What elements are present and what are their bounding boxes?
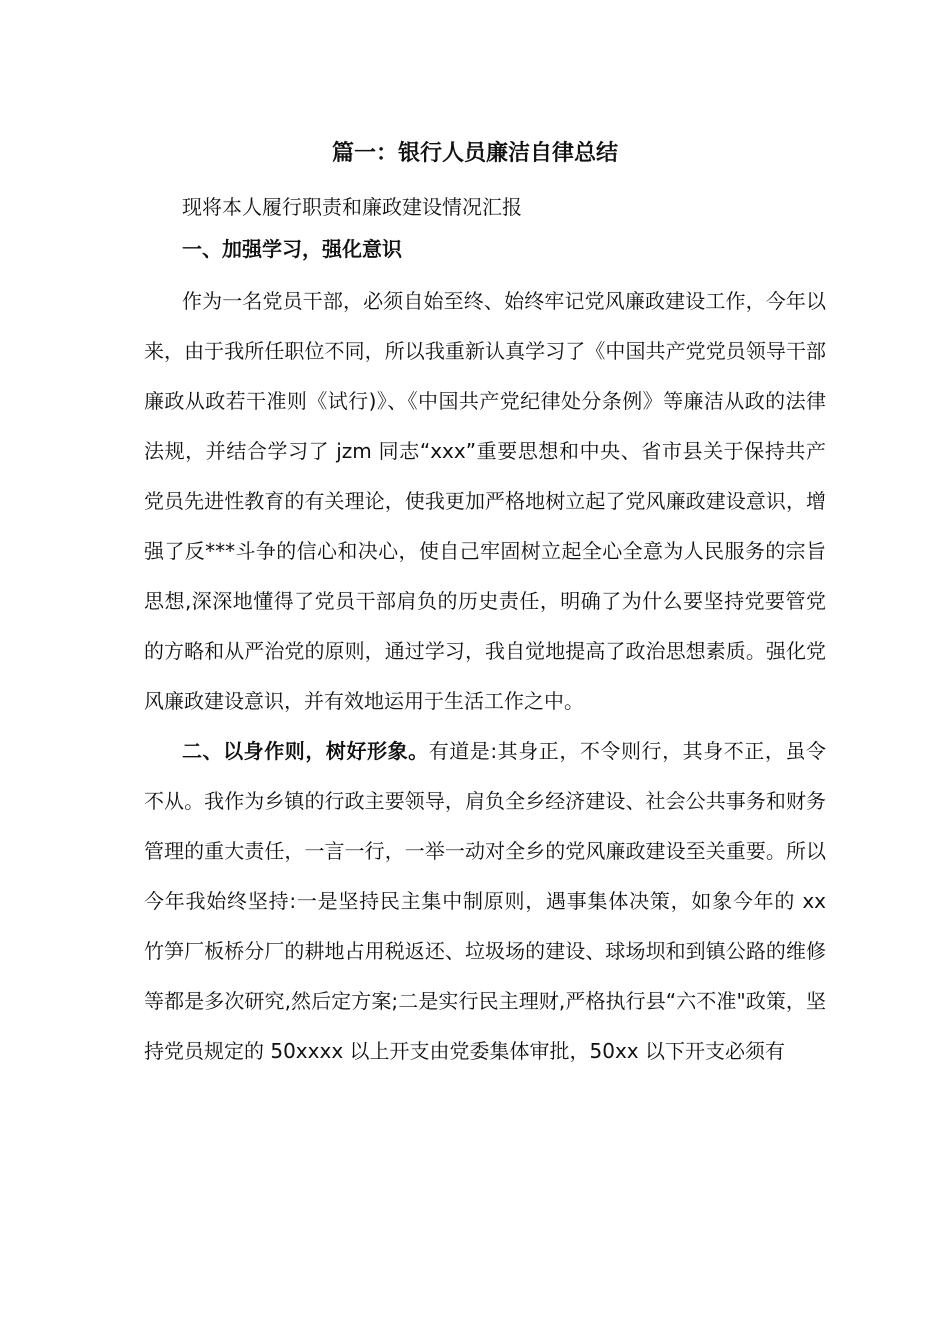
document-title: 篇一：银行人员廉洁自律总结	[331, 141, 618, 166]
document-body	[144, 190, 826, 1076]
section-2-body: 有道是:其身正，不令则行，其身不正，虽令不从。我作为乡镇的行政主要领导，肩负全乡经济建设、社会公共事务和财务管理的重大责任，一言一行，一举一动对全乡的党风廉政建设至关重要。所以今年我始终坚持:一是坚持民主集中制原则，遇事集体决策，如象今年的 xx 竹笋厂板桥分厂的耕地占用税返还、垃圾场的建设、球场坝和到镇公路的维修等都是多次研究,然后定方案;二是实行民主理财,严格执行县“六不准"政策，坚持党员规定的 50xxxx 以上开支由党委集体审批，50xx 以下开支必须有	[144, 739, 826, 1063]
section-1-paragraph: 作为一名党员干部，必须自始至终、始终牢记党风廉政建设工作，今年以来，由于我所任职位不同，所以我重新认真学习了《中国共产党党员领导干部廉政从政若干准则《试行)》、《中国共产党纪律处分条例》等廉洁从政的法律法规，并结合学习了 jzm 同志“xxx”重要思想和中央、省市县关于保持共产党员先进性教育的有关理论，使我更加严格地树立起了党风廉政建设意识，增强了反***斗争的信心和决心，使自己牢固树立起全心全意为人民服务的宗旨思想,深深地懂得了党员干部肩负的历史责任，明确了为什么要坚持党要管党的方略和从严治党的原则，通过学习，我自觉地提高了政治思想素质。强化党风廉政建设意识，并有效地运用于生活工作之中。	[144, 289, 826, 713]
section-1-heading: 一、加强学习，强化意识	[182, 237, 402, 261]
section-2-heading: 二、以身作则，树好形象。	[182, 739, 429, 763]
section-2-paragraph	[144, 726, 826, 1076]
intro-paragraph: 现将本人履行职责和廉政建设情况汇报	[182, 195, 522, 219]
